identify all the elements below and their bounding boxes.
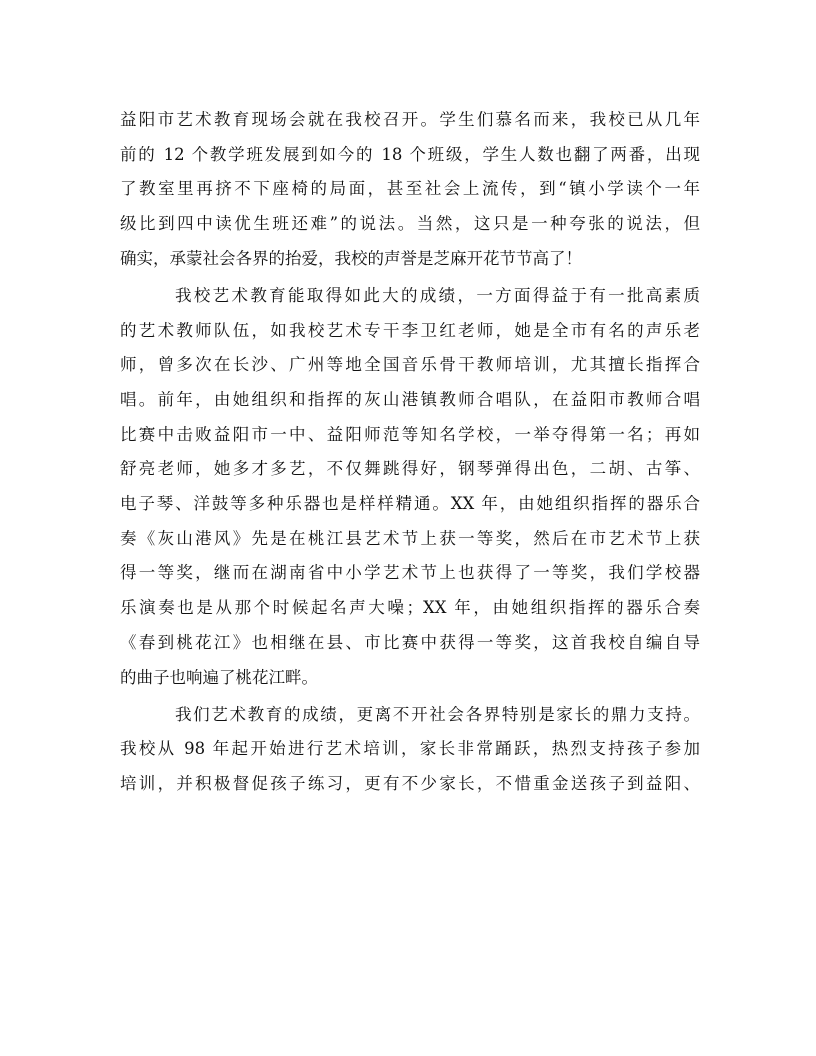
text-line: 我校艺术教育能取得如此大的成绩，一方面得益于有一批高素质 (175, 285, 700, 305)
text-line: 我校从 98 年起开始进行艺术培训，家长非常踊跃，热烈支持孩子参加 (120, 739, 700, 759)
paragraph-3 (120, 698, 700, 802)
text-line: 奏《灰山港风》先是在桃江县艺术节上获一等奖，然后在市艺术节上获 (120, 528, 700, 548)
text-line: 师，曾多次在长沙、广州等地全国音乐骨干教师培训，尤其擅长指挥合 (120, 355, 700, 375)
text-line: 确实，承蒙社会各界的抬爱，我校的声誉是芝麻开花节节高了！ (120, 248, 582, 268)
text-line: 益阳市艺术教育现场会就在我校召开。学生们慕名而来，我校已从几年 (120, 110, 700, 129)
paragraph-1 (120, 103, 700, 276)
document-body (120, 103, 700, 802)
text-line: 乐演奏也是从那个时候起名声大噪；XX 年，由她组织指挥的器乐合奏 (120, 598, 700, 618)
text-line: 培训，并积极督促孩子练习，更有不少家长，不惜重金送孩子到益阳、 (120, 774, 700, 794)
text-line: 得一等奖，继而在湖南省中小学艺术节上也获得了一等奖，我们学校器 (120, 563, 700, 583)
paragraph-2 (120, 279, 700, 695)
text-line: 电子琴、洋鼓等多种乐器也是样样精通。XX 年，由她组织指挥的器乐合 (120, 494, 700, 514)
text-line: 比赛中击败益阳市一中、益阳师范等知名学校，一举夺得第一名；再如 (120, 424, 700, 444)
text-line: 了教室里再挤不下座椅的局面，甚至社会上流传，到“镇小学读个一年 (120, 179, 700, 199)
text-line: 的曲子也响遍了桃花江畔。 (120, 667, 318, 687)
text-line: 我们艺术教育的成绩，更离不开社会各界特别是家长的鼎力支持。 (175, 704, 700, 724)
text-line: 的艺术教师队伍，如我校艺术专干李卫红老师，她是全市有名的声乐老 (120, 320, 700, 340)
text-line: 级比到四中读优生班还难”的说法。当然，这只是一种夸张的说法，但 (120, 214, 700, 234)
text-line: 唱。前年，由她组织和指挥的灰山港镇教师合唱队，在益阳市教师合唱 (120, 390, 700, 409)
text-line: 前的 12 个教学班发展到如今的 18 个班级，学生人数也翻了两番，出现 (120, 144, 700, 164)
text-line: 舒亮老师，她多才多艺，不仅舞跳得好，钢琴弹得出色，二胡、古筝、 (120, 459, 700, 479)
text-line: 《春到桃花江》也相继在县、市比赛中获得一等奖，这首我校自编自导 (120, 632, 700, 652)
